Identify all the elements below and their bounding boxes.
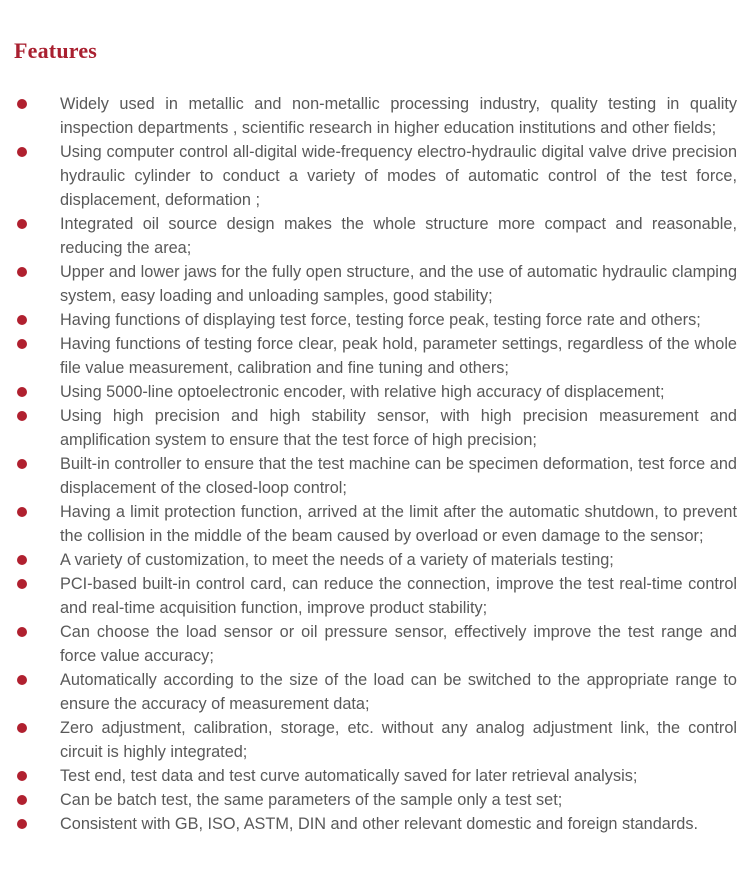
feature-text: Having a limit protection function, arrived at the limit after the automatic shutdown, to prevent the collision in the middle of the beam caused by overload or even damage to the sensor; (60, 503, 737, 545)
feature-item (17, 788, 737, 812)
bullet-icon (17, 147, 27, 157)
feature-text: PCI-based built-in control card, can reduce the connection, improve the test real-time control and real-time acquisition function, improve product stability; (60, 575, 737, 617)
feature-item (17, 500, 737, 548)
feature-item (17, 452, 737, 500)
feature-item (17, 308, 737, 332)
feature-text: Can be batch test, the same parameters of the sample only a test set; (60, 791, 563, 809)
feature-text: Can choose the load sensor or oil pressure sensor, effectively improve the test range and force value accuracy; (60, 623, 737, 665)
feature-item (17, 572, 737, 620)
feature-item (17, 716, 737, 764)
feature-text: Having functions of displaying test force, testing force peak, testing force rate and others; (60, 311, 701, 329)
bullet-icon (17, 267, 27, 277)
feature-item (17, 812, 737, 836)
bullet-icon (17, 459, 27, 469)
bullet-icon (17, 99, 27, 109)
feature-text: Using high precision and high stability sensor, with high precision measurement and amplification system to ensure that the test force of high precision; (60, 407, 737, 449)
bullet-icon (17, 315, 27, 325)
feature-text: Using 5000-line optoelectronic encoder, with relative high accuracy of displacement; (60, 383, 665, 401)
feature-item (17, 140, 737, 212)
feature-text: Having functions of testing force clear, peak hold, parameter settings, regardless of the whole file value measurement, calibration and fine tuning and others; (60, 335, 737, 377)
feature-text: Automatically according to the size of the load can be switched to the appropriate range to ensure the accuracy of measurement data; (60, 671, 737, 713)
feature-text: Using computer control all-digital wide-frequency electro-hydraulic digital valve drive precision hydraulic cylinder to conduct a variety of modes of automatic control of the test force, displacement, deformation ; (60, 143, 737, 209)
feature-text: Built-in controller to ensure that the test machine can be specimen deformation, test force and displacement of the closed-loop control; (60, 455, 737, 497)
feature-item (17, 332, 737, 380)
bullet-icon (17, 555, 27, 565)
feature-text: Widely used in metallic and non-metallic processing industry, quality testing in quality inspection departments , scientific research in higher education institutions and other fields; (60, 95, 737, 137)
feature-item (17, 92, 737, 140)
bullet-icon (17, 771, 27, 781)
bullet-icon (17, 339, 27, 349)
feature-list (0, 92, 750, 836)
feature-item (17, 620, 737, 668)
feature-item (17, 380, 737, 404)
bullet-icon (17, 219, 27, 229)
feature-item (17, 764, 737, 788)
bullet-icon (17, 795, 27, 805)
bullet-icon (17, 387, 27, 397)
bullet-icon (17, 723, 27, 733)
bullet-icon (17, 675, 27, 685)
bullet-icon (17, 579, 27, 589)
feature-text: Zero adjustment, calibration, storage, etc. without any analog adjustment link, the control circuit is highly integrated; (60, 719, 737, 761)
feature-item (17, 548, 737, 572)
feature-text: Test end, test data and test curve automatically saved for later retrieval analysis; (60, 767, 638, 785)
feature-text: A variety of customization, to meet the needs of a variety of materials testing; (60, 551, 614, 569)
page-title: Features (14, 38, 98, 63)
feature-text: Integrated oil source design makes the whole structure more compact and reasonable, reducing the area; (60, 215, 737, 257)
feature-item (17, 668, 737, 716)
feature-item (17, 212, 737, 260)
bullet-icon (17, 507, 27, 517)
bullet-icon (17, 819, 27, 829)
feature-text: Upper and lower jaws for the fully open structure, and the use of automatic hydraulic clamping system, easy loading and unloading samples, good stability; (60, 263, 737, 305)
feature-text: Consistent with GB, ISO, ASTM, DIN and other relevant domestic and foreign standards. (60, 815, 698, 833)
bullet-icon (17, 627, 27, 637)
feature-item (17, 404, 737, 452)
feature-item (17, 260, 737, 308)
bullet-icon (17, 411, 27, 421)
